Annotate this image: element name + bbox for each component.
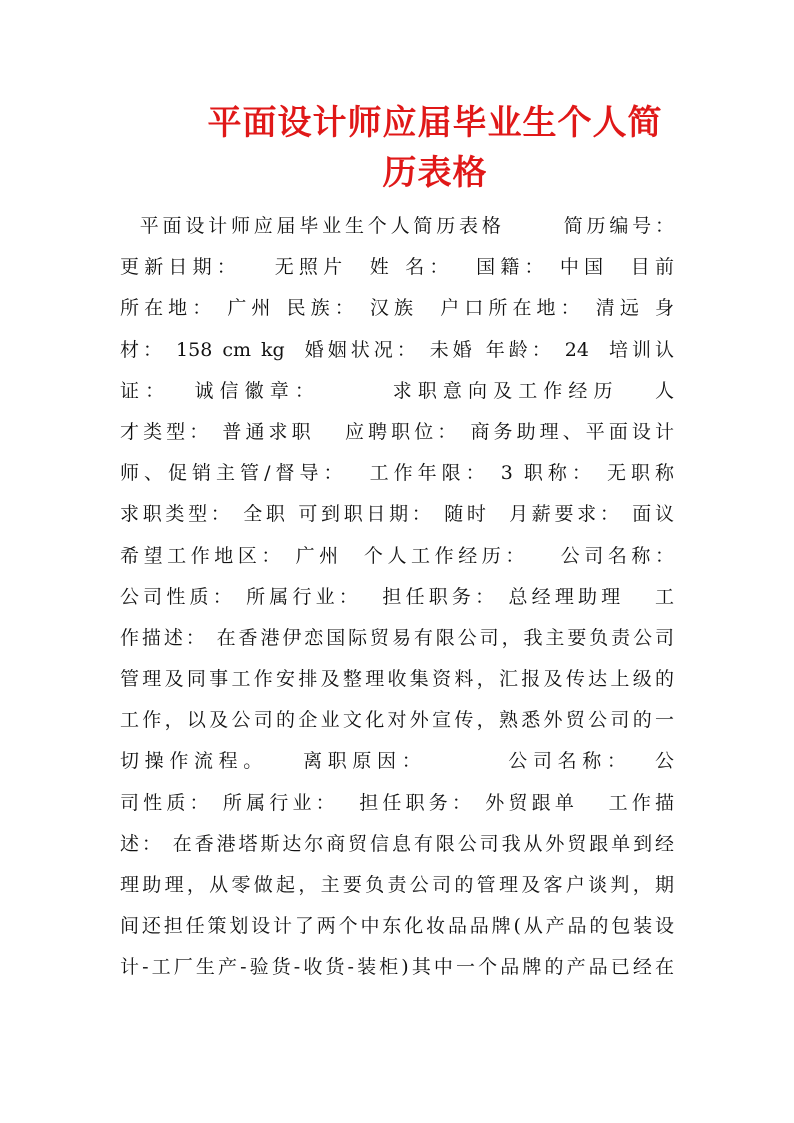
body-line: 作描述： 在香港伊恋国际贸易有限公司，我主要负责公司 bbox=[120, 626, 674, 649]
title-line-1: 平面设计师应届毕业生个人简 bbox=[207, 103, 663, 143]
document-title bbox=[120, 98, 750, 198]
body-line: 公司性质： 所属行业： 担任职务： 总经理助理 工 bbox=[120, 585, 674, 608]
title-line-2: 历表格 bbox=[382, 153, 488, 193]
body-line: 才类型： 普通求职 应聘职位： 商务助理、平面设计 bbox=[120, 420, 674, 443]
body-line: 司性质： 所属行业： 担任职务： 外贸跟单 工作描 bbox=[120, 791, 674, 814]
body-line: 更新日期： 无照片 姓 名： 国籍： 中国 目前 bbox=[120, 256, 674, 279]
body-line: 师、促销主管/督导： 工作年限： 3 职称： 无职称 bbox=[120, 462, 674, 485]
body-line: 计-工厂生产-验货-收货-装柜)其中一个品牌的产品已经在 bbox=[120, 956, 674, 979]
resume-body bbox=[120, 206, 674, 989]
body-line: 证： 诚信徽章： 求职意向及工作经历 人 bbox=[120, 379, 674, 402]
body-line: 切操作流程。 离职原因： 公司名称： 公 bbox=[120, 750, 674, 773]
body-line: 工作，以及公司的企业文化对外宣传，熟悉外贸公司的一 bbox=[120, 709, 674, 732]
body-line: 理助理，从零做起，主要负责公司的管理及客户谈判，期 bbox=[120, 874, 674, 896]
body-line: 所在地： 广州 民族： 汉族 户口所在地： 清远 身 bbox=[120, 297, 674, 320]
body-line: 间还担任策划设计了两个中东化妆品品牌(从产品的包装设 bbox=[120, 915, 674, 938]
body-line: 平面设计师应届毕业生个人简历表格 简历编号： bbox=[120, 215, 674, 237]
body-line: 管理及同事工作安排及整理收集资料，汇报及传达上级的 bbox=[120, 668, 674, 691]
body-line: 材： 158 cm kg 婚姻状况： 未婚 年龄： 24 培训认 bbox=[120, 338, 674, 361]
body-line: 述： 在香港塔斯达尔商贸信息有限公司我从外贸跟单到经 bbox=[120, 832, 674, 855]
body-line: 希望工作地区： 广州 个人工作经历： 公司名称： bbox=[120, 544, 674, 567]
body-line: 求职类型： 全职 可到职日期： 随时 月薪要求： 面议 bbox=[120, 503, 674, 526]
